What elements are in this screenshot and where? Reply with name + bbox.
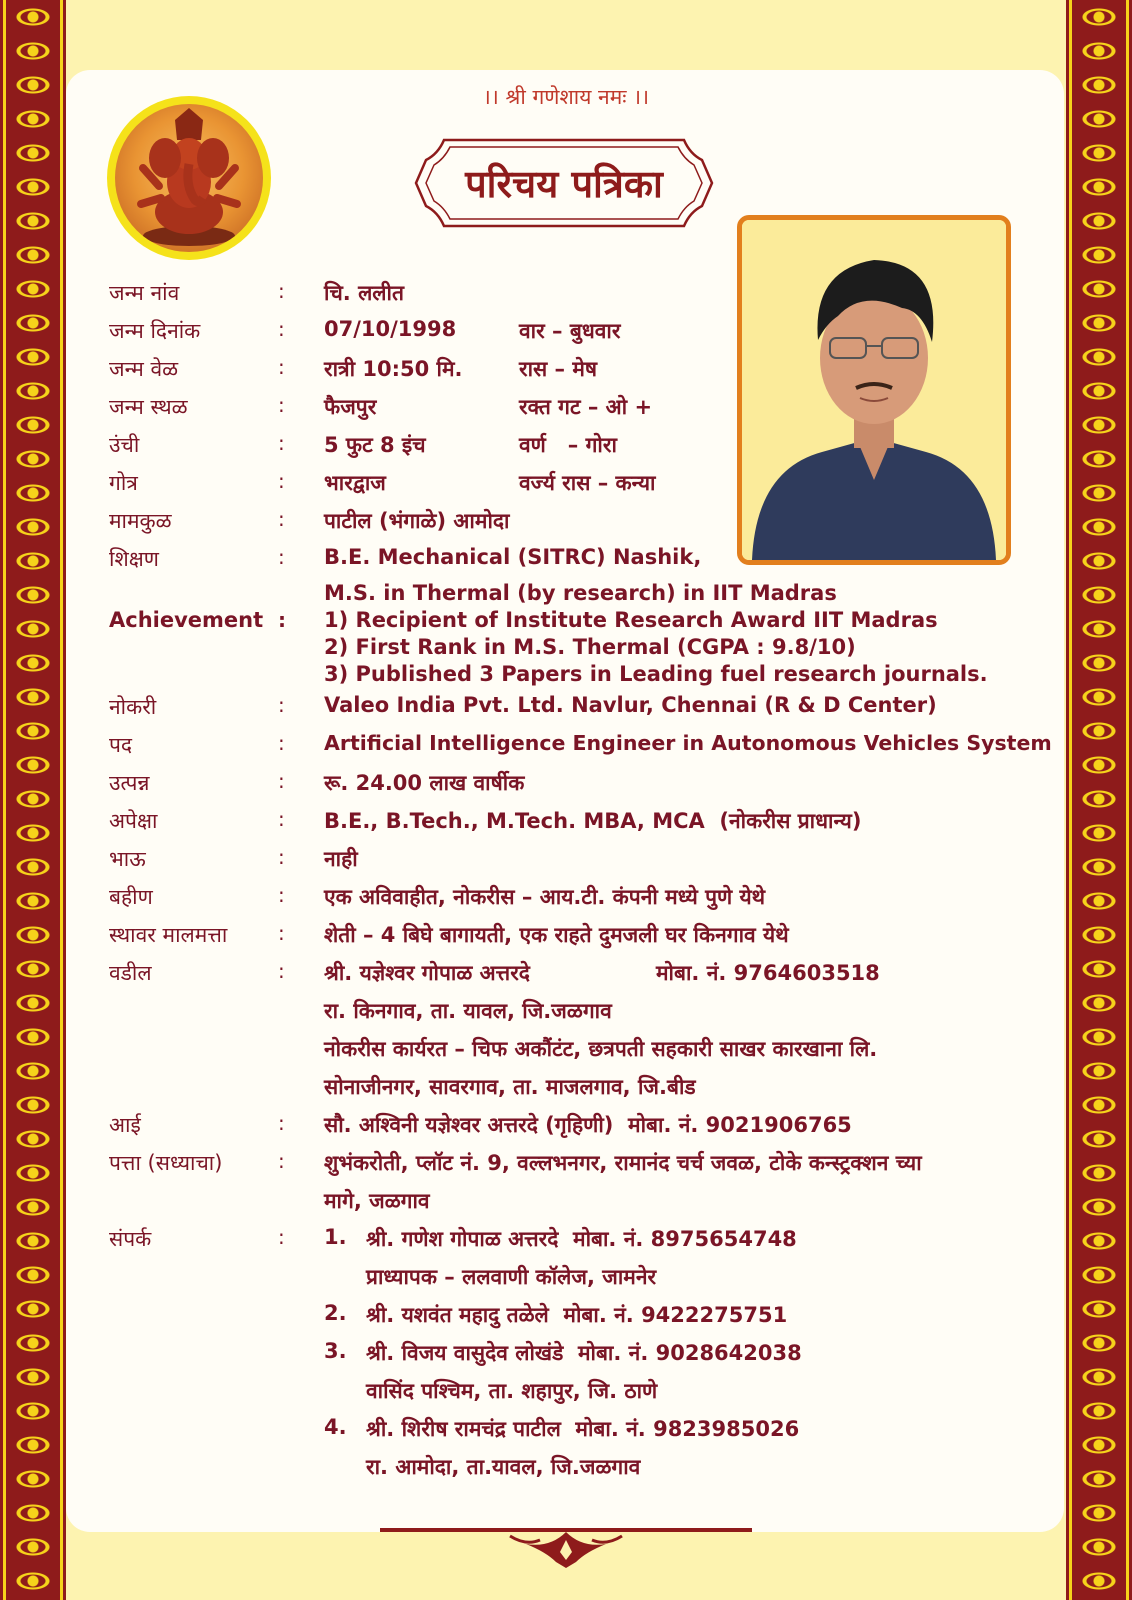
value-address-line: शुभंकरोती, प्लॉट नं. 9, वल्लभनगर, रामानंद चर्च जवळ, टोके कन्स्ट्रक्शन च्या — [324, 1151, 922, 1175]
row-height — [0, 431, 1132, 463]
label-achievement: Achievement — [109, 608, 264, 632]
row-contact-3b — [0, 1377, 1132, 1409]
row-contact-3 — [0, 1339, 1132, 1371]
row-mother — [0, 1111, 1132, 1143]
row-sister — [0, 883, 1132, 915]
contact-line: श्री. गणेश गोपाळ अत्तरदे मोबा. नं. 8975654748 — [366, 1227, 797, 1251]
row-father-4 — [0, 1073, 1132, 1105]
label-birth-time: जन्म वेळ — [109, 357, 179, 381]
row-address-2 — [0, 1187, 1132, 1219]
colon: : — [278, 545, 285, 569]
value-gotra: भारद्वाज — [324, 471, 386, 495]
label-mother: आई — [109, 1113, 141, 1137]
row-contact-2 — [0, 1301, 1132, 1333]
colon: : — [278, 959, 285, 983]
value-job: Valeo India Pvt. Ltd. Navlur, Chennai (R & D Center) — [324, 693, 937, 717]
value-complexion: वर्ण – गोरा — [519, 433, 617, 457]
colon: : — [278, 921, 285, 945]
value-rashi: रास – मेष — [519, 357, 598, 381]
value-father-mobile: मोबा. नं. 9764603518 — [656, 961, 880, 985]
colon: : — [278, 1225, 285, 1249]
achievement-item: 2) First Rank in M.S. Thermal (CGPA : 9.8/10) — [324, 635, 856, 659]
row-birth-time — [0, 355, 1132, 387]
colon: : — [278, 317, 285, 341]
label-height: उंची — [109, 433, 140, 457]
colon: : — [278, 769, 285, 793]
colon: : — [278, 883, 285, 907]
label-contact: संपर्क — [109, 1227, 152, 1251]
row-post — [0, 731, 1132, 763]
row-father-2 — [0, 997, 1132, 1029]
contact-line: श्री. शिरीष रामचंद्र पाटील मोबा. नं. 9823985026 — [366, 1417, 800, 1441]
row-father — [0, 959, 1132, 991]
value-father-line: सोनाजीनगर, सावरगाव, ता. माजलगाव, जि.बीड — [324, 1075, 696, 1099]
value-varjya-rashi: वर्ज्य रास – कन्या — [519, 471, 656, 495]
row-birth-place — [0, 393, 1132, 425]
contact-number: 1. — [324, 1225, 347, 1249]
label-brother: भाऊ — [109, 847, 146, 871]
contact-number: 3. — [324, 1339, 347, 1363]
label-post: पद — [109, 733, 133, 757]
row-contact-1b — [0, 1263, 1132, 1295]
label-dob: जन्म दिनांक — [109, 319, 201, 343]
label-birth-place: जन्म स्थळ — [109, 395, 188, 419]
label-address: पत्ता (सध्याचा) — [109, 1151, 223, 1175]
label-job: नोकरी — [109, 695, 157, 719]
row-father-3 — [0, 1035, 1132, 1067]
value-income: रू. 24.00 लाख वार्षीक — [324, 771, 525, 795]
row-expectation — [0, 807, 1132, 839]
value-brother: नाही — [324, 847, 358, 871]
footer-ornament — [380, 1522, 752, 1568]
value-name: चि. ललीत — [324, 281, 404, 305]
value-mother: सौ. अश्विनी यज्ञेश्वर अत्तरदे (गृहिणी) मोबा. नं. 9021906765 — [324, 1113, 852, 1137]
row-property — [0, 921, 1132, 953]
colon: : — [278, 507, 285, 531]
colon: : — [278, 469, 285, 493]
label-father: वडील — [109, 961, 152, 985]
row-contact-4b — [0, 1453, 1132, 1485]
page-title: परिचय पत्रिका — [465, 162, 663, 206]
contact-line: रा. आमोदा, ता.यावल, जि.जळगाव — [366, 1455, 641, 1479]
value-sister: एक अविवाहीत, नोकरीस – आय.टी. कंपनी मध्ये पुणे येथे — [324, 885, 766, 909]
value-height: 5 फुट 8 इंच — [324, 433, 426, 457]
row-contact — [0, 1225, 1132, 1257]
achievement-item: 3) Published 3 Papers in Leading fuel research journals. — [324, 662, 988, 686]
value-mamkul: पाटील (भंगाळे) आमोदा — [324, 509, 510, 533]
row-education — [0, 545, 1132, 577]
contact-line: प्राध्यापक – ललवाणी कॉलेज, जामनेर — [366, 1265, 657, 1289]
row-job — [0, 693, 1132, 725]
label-name: जन्म नांव — [109, 281, 180, 305]
value-blood-group: रक्त गट – ओ + — [519, 395, 653, 419]
value-property: शेती – 4 बिघे बागायती, एक राहते दुमजली घर किनगाव येथे — [324, 923, 789, 947]
achievement-item: 1) Recipient of Institute Research Award IIT Madras — [324, 608, 938, 632]
ganesh-icon — [107, 96, 271, 260]
value-birth-place: फैजपुर — [324, 395, 377, 419]
row-income — [0, 769, 1132, 801]
value-post: Artificial Intelligence Engineer in Autonomous Vehicles System — [324, 731, 1052, 755]
row-brother — [0, 845, 1132, 877]
label-income: उत्पन्न — [109, 771, 150, 795]
value-address-line: मागे, जळगाव — [324, 1189, 430, 1213]
label-education: शिक्षण — [109, 547, 159, 571]
colon: : — [278, 431, 285, 455]
label-expectation: अपेक्षा — [109, 809, 158, 833]
value-father-line: नोकरीस कार्यरत – चिफ अकौंटंट, छत्रपती सहकारी साखर कारखाना लि. — [324, 1037, 878, 1061]
colon: : — [278, 1111, 285, 1135]
value-weekday: वार – बुधवार — [519, 319, 621, 343]
contact-number: 4. — [324, 1415, 347, 1439]
value-father-line: रा. किनगाव, ता. यावल, जि.जळगाव — [324, 999, 612, 1023]
label-gotra: गोत्र — [109, 471, 138, 495]
label-property: स्थावर मालमत्ता — [109, 923, 228, 947]
row-address — [0, 1149, 1132, 1181]
row-achievement-3 — [0, 662, 1132, 694]
invocation-text: ।। श्री गणेशाय नमः ।। — [482, 85, 650, 109]
colon: : — [278, 355, 285, 379]
row-dob — [0, 317, 1132, 349]
colon: : — [278, 1149, 285, 1173]
row-mamkul — [0, 507, 1132, 539]
colon: : — [278, 807, 285, 831]
row-gotra — [0, 469, 1132, 501]
row-contact-4 — [0, 1415, 1132, 1447]
value-education-line: M.S. in Thermal (by research) in IIT Madras — [324, 581, 837, 605]
value-birth-time: रात्री 10:50 मि. — [324, 357, 463, 381]
label-mamkul: मामकुळ — [109, 509, 172, 533]
value-expectation: B.E., B.Tech., M.Tech. MBA, MCA (नोकरीस प्राधान्य) — [324, 809, 862, 833]
value-dob: 07/10/1998 — [324, 317, 457, 341]
title-frame — [414, 138, 714, 228]
row-name — [0, 279, 1132, 311]
label-sister: बहीण — [109, 885, 153, 909]
contact-line: श्री. विजय वासुदेव लोखंडे मोबा. नं. 9028642038 — [366, 1341, 802, 1365]
colon: : — [278, 845, 285, 869]
colon: : — [278, 393, 285, 417]
colon: : — [278, 693, 285, 717]
value-education-line: B.E. Mechanical (SITRC) Nashik, — [324, 545, 702, 569]
contact-number: 2. — [324, 1301, 347, 1325]
value-father-name: श्री. यज्ञेश्वर गोपाळ अत्तरदे — [324, 961, 530, 985]
colon: : — [278, 608, 286, 632]
colon: : — [278, 731, 285, 755]
contact-line: श्री. यशवंत महादु तळेले मोबा. नं. 9422275751 — [366, 1303, 788, 1327]
contact-line: वासिंद पश्चिम, ता. शहापुर, जि. ठाणे — [366, 1379, 658, 1403]
colon: : — [278, 279, 285, 303]
